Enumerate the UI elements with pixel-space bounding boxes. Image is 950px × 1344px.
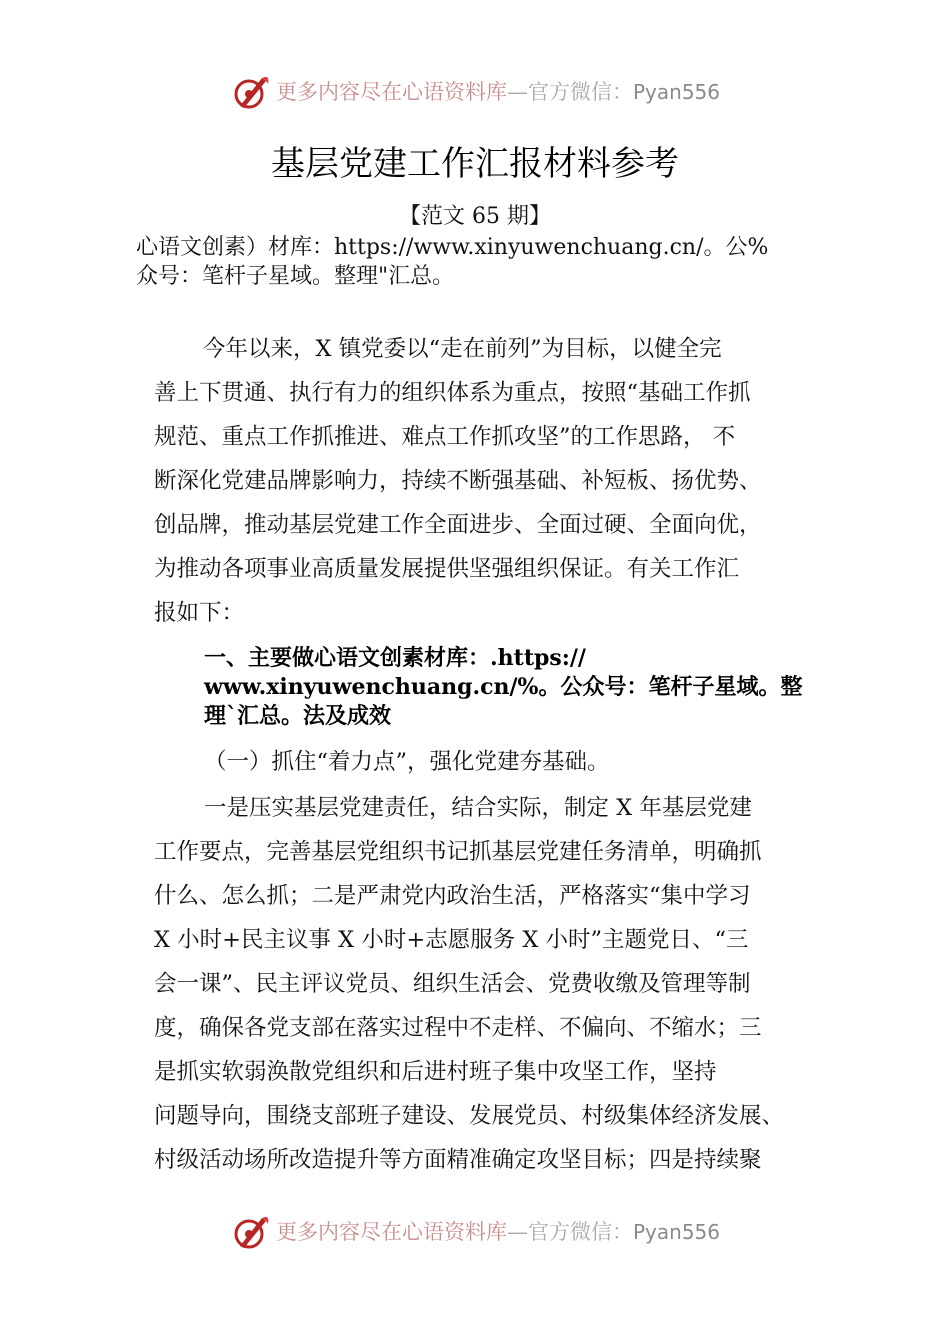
watermark-banner-bottom <box>0 1208 950 1258</box>
paragraph-line: 断深化党建品牌影响力，持续不断强基础、补短板、扬优势、 <box>154 468 762 494</box>
watermark-text <box>276 1217 720 1247</box>
paragraph-line: 报如下： <box>154 600 245 626</box>
paragraph-line: 创品牌，推动基层党建工作全面进步、全面过硬、全面向优， <box>154 512 762 538</box>
watermark-part1: 更多内容尽在心语资料库 <box>276 1220 507 1244</box>
watermark-wechat-id: Pyan556 <box>633 80 721 104</box>
paragraph-line: 会一课”、民主评议党员、组织生活会、党费收缴及管理等制 <box>154 971 751 997</box>
paragraph-line: 问题导向，围绕支部班子建设、发展党员、村级集体经济发展、 <box>154 1103 785 1129</box>
section-heading-line: 一、主要做心语文创素材库：.https:// <box>204 645 586 671</box>
quill-logo-icon <box>232 1212 272 1252</box>
watermark-part2: —官方微信： <box>507 1220 633 1244</box>
paragraph-line: 今年以来，X 镇党委以“走在前列”为目标，以健全完 <box>203 336 722 362</box>
watermark-part1: 更多内容尽在心语资料库 <box>276 80 507 104</box>
document-title: 基层党建工作汇报材料参考 <box>271 144 679 184</box>
watermark-wechat-id: Pyan556 <box>633 1220 721 1244</box>
paragraph-line: X 小时+民主议事 X 小时+志愿服务 X 小时”主题党日、“三 <box>154 927 749 953</box>
paragraph-line: 村级活动场所改造提升等方面精准确定攻坚目标；四是持续聚 <box>154 1147 762 1173</box>
source-line: 众号：笔杆子星域。整理"汇总。 <box>136 264 455 289</box>
paragraph-line: 什么、怎么抓；二是严肃党内政治生活，严格落实“集中学习 <box>154 883 751 909</box>
paragraph-line: 工作要点，完善基层党组织书记抓基层党建任务清单，明确抓 <box>154 839 762 865</box>
section-heading-line: 理`汇总。法及成效 <box>204 703 392 729</box>
paragraph-line: 度，确保各党支部在落实过程中不走样、不偏向、不缩水；三 <box>154 1015 762 1041</box>
section-heading-line: www.xinyuwenchuang.cn/%。公众号：笔杆子星域。整 <box>204 674 803 700</box>
paragraph-line: 一是压实基层党建责任，结合实际，制定 X 年基层党建 <box>204 795 752 821</box>
paragraph-line: 是抓实软弱涣散党组织和后进村班子集中攻坚工作，坚持 <box>154 1059 717 1085</box>
watermark-banner-top <box>0 68 950 118</box>
issue-label: 【范文 65 期】 <box>399 204 551 229</box>
quill-logo-icon <box>232 72 272 112</box>
paragraph-line: 为推动各项事业高质量发展提供坚强组织保证。有关工作汇 <box>154 556 740 582</box>
watermark-text <box>276 77 720 107</box>
paragraph-line: 规范、重点工作抓推进、难点工作抓攻坚”的工作思路， 不 <box>154 424 736 450</box>
subheading: （一）抓住“着力点”，强化党建夯基础。 <box>204 749 610 775</box>
source-line: 心语文创素）材库：https://www.xinyuwenchuang.cn/。公% <box>136 235 769 260</box>
watermark-part2: —官方微信： <box>507 80 633 104</box>
paragraph-line: 善上下贯通、执行有力的组织体系为重点，按照“基础工作抓 <box>154 380 751 406</box>
